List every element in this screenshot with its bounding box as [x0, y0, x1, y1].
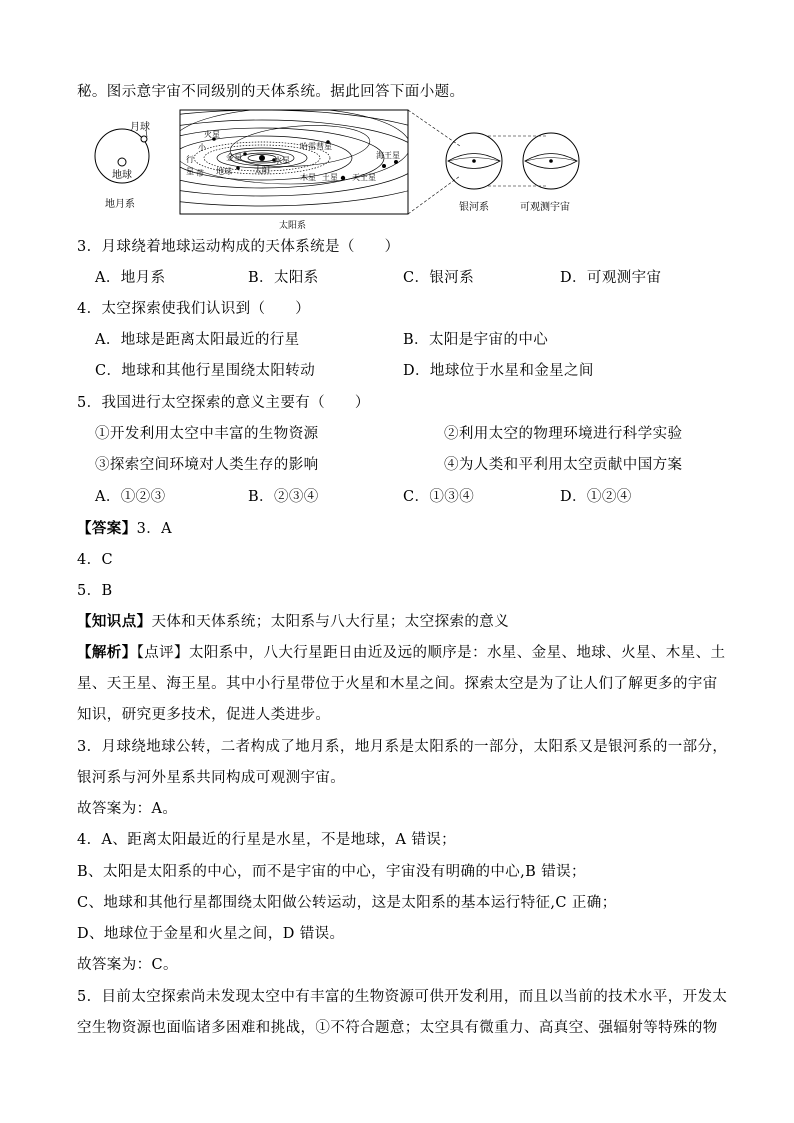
asteroid-belt-label-1: 小 [198, 143, 206, 152]
earth-moon-caption: 地月系 [105, 199, 135, 210]
q3-option-d: D．可观测宇宙 [560, 270, 662, 286]
jupiter-label: 木星 [300, 173, 316, 182]
q4-option-a: A．地球是距离太阳最近的行星 [95, 332, 300, 348]
q4-option-b: B．太阳是宇宙的中心 [403, 332, 549, 348]
mars-label: 火星 [204, 130, 220, 139]
question-3-stem: 3．月球绕着地球运动构成的天体系统是（ ） [77, 239, 400, 255]
galaxy-diagram [446, 133, 502, 213]
q5-item-1: ①开发利用太空中丰富的生物资源 [95, 426, 319, 442]
q5-item-3: ③探索空间环境对人类生存的影响 [95, 457, 319, 473]
q5-option-c: C．①③④ [403, 489, 475, 505]
analysis-line-5: 银河系与河外星系共同构成可观测宇宙。 [77, 770, 346, 786]
moon-label: 月球 [130, 122, 150, 133]
answer-line [77, 519, 172, 539]
q5-option-a: A．①②③ [95, 489, 166, 505]
analysis-line-10: D、地球位于金星和火星之间，D 错误。 [77, 926, 345, 942]
analysis-text-1: 太阳系中，八大行星距日由近及远的顺序是：水星、金星、地球、火星、木星、土 [188, 645, 726, 661]
sun-label: 太阳 [254, 166, 270, 175]
analysis-line-12: 5．目前太空探索尚未发现太空中有丰富的生物资源可供开发利用，而且以当前的技术水平，开发太 [77, 989, 728, 1005]
mercury-label: 水星 [274, 156, 290, 165]
solar-earth-label: 地球 [216, 167, 232, 176]
q5-option-b: B．②③④ [248, 489, 319, 505]
earth-moon-diagram [95, 120, 150, 210]
analysis-line-4: 3．月球绕地球公转，二者构成了地月系，地月系是太阳系的一部分，太阳系又是银河系的一部分， [77, 739, 728, 755]
neptune-label: 海王星 [376, 151, 400, 160]
q3-option-a: A．地月系 [95, 270, 166, 286]
answer-5: 5．B [77, 583, 113, 599]
answer-3: 3．A [136, 521, 173, 537]
analysis-line-8: B、太阳是太阳系的中心，而不是宇宙的中心，宇宙没有明确的中心,B 错误； [77, 864, 586, 880]
solar-caption: 太阳系 [279, 221, 307, 231]
knowledge-label: 【知识点】 [77, 613, 152, 630]
comet-label: 哈雷彗星 [300, 142, 332, 151]
q4-option-c: C．地球和其他行星围绕太阳转动 [95, 363, 316, 379]
venus-label: 金星 [226, 153, 242, 162]
comment-label: 【点评】 [136, 645, 189, 661]
asteroid-belt-label-4: 带 [196, 169, 204, 178]
analysis-line-1 [77, 643, 725, 663]
analysis-line-6: 故答案为：A。 [77, 801, 178, 817]
question-5-stem: 5．我国进行太空探索的意义主要有（ ） [77, 395, 370, 411]
knowledge-line [77, 612, 509, 632]
q5-item-2: ②利用太空的物理环境进行科学实验 [444, 426, 683, 442]
answer-label: 【答案】 [77, 520, 137, 537]
earth-label: 地球 [112, 170, 132, 181]
figure-svg [90, 106, 590, 232]
intro-text: 秘。图示意宇宙不同级别的天体系统。据此回答下面小题。 [77, 84, 465, 100]
answer-4: 4．C [77, 552, 114, 568]
analysis-line-7: 4．A、距离太阳最近的行星是水星，不是地球，A 错误； [77, 832, 457, 848]
analysis-label: 【解析】 [77, 644, 137, 661]
uranus-label: 天王星 [352, 173, 376, 182]
galaxy-caption: 银河系 [459, 202, 489, 213]
q3-option-c: C．银河系 [403, 270, 475, 286]
analysis-line-3: 知识，研究更多技术，促进人类进步。 [77, 707, 331, 723]
celestial-systems-figure [90, 106, 590, 236]
asteroid-belt-label-3: 星 [186, 167, 194, 176]
saturn-label: 土星 [322, 173, 338, 182]
question-4-stem: 4．太空探索使我们认识到（ ） [77, 301, 311, 317]
q5-option-d: D．①②④ [560, 489, 632, 505]
asteroid-belt-label-2: 行 [186, 155, 194, 164]
analysis-line-11: 故答案为：C。 [77, 957, 178, 973]
q4-option-d: D．地球位于水星和金星之间 [403, 363, 594, 379]
q5-item-4: ④为人类和平利用太空贡献中国方案 [444, 457, 683, 473]
knowledge-text: 天体和天体系统；太阳系与八大行星；太空探索的意义 [151, 614, 510, 630]
analysis-line-2: 星、天王星、海王星。其中小行星带位于火星和木星之间。探索太空是为了让人们了解更多的宇宙 [77, 676, 718, 692]
universe-caption: 可观测宇宙 [520, 202, 570, 213]
analysis-line-9: C、地球和其他行星都围绕太阳做公转运动，这是太阳系的基本运行特征,C 正确； [77, 895, 617, 911]
universe-diagram [520, 133, 579, 213]
q3-option-b: B．太阳系 [248, 270, 319, 286]
analysis-line-13: 空生物资源也面临诸多困难和挑战，①不符合题意；太空具有微重力、高真空、强辐射等特殊的物 [77, 1020, 718, 1036]
